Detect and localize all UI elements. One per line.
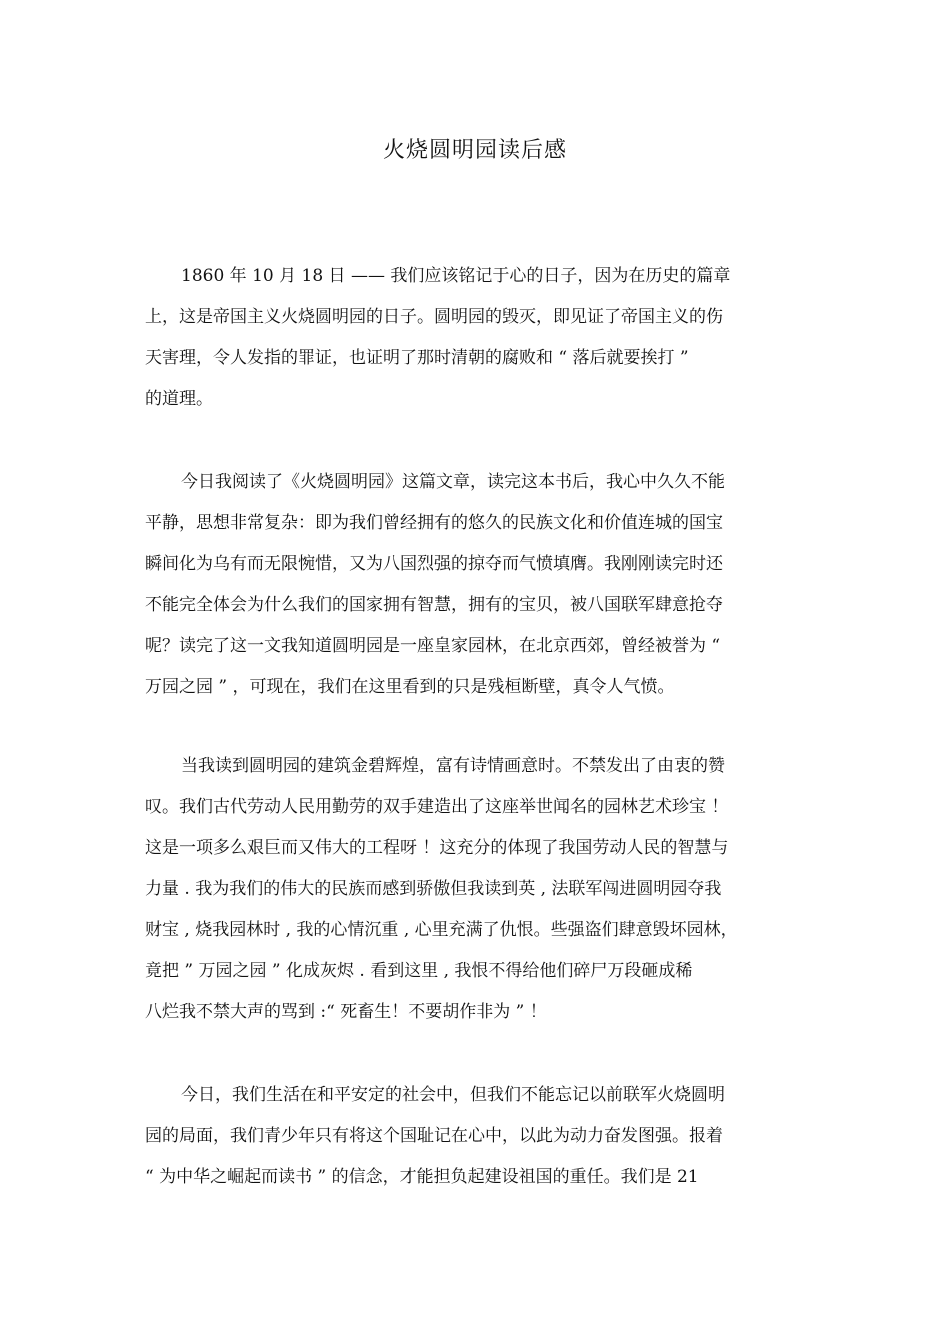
paragraph-1 bbox=[145, 256, 805, 420]
document-title: 火烧圆明园读后感 bbox=[382, 138, 567, 163]
paragraph-line: 天害理，令人发指的罪证，也证明了那时清朝的腐败和 “ 落后就要挨打 ” bbox=[145, 348, 689, 368]
paragraph-line: 今日我阅读了《火烧圆明园》这篇文章，读完这本书后，我心中久久不能 bbox=[181, 472, 725, 492]
paragraph-3 bbox=[145, 746, 805, 1033]
paragraph-line: 园的局面，我们青少年只有将这个国耻记在心中，以此为动力奋发图强。报着 bbox=[145, 1126, 723, 1146]
paragraph-line: 八烂我不禁大声的骂到 :“ 死畜生！不要胡作非为 ” ！ bbox=[145, 1002, 547, 1022]
paragraph-line: 瞬间化为乌有而无限惋惜，又为八国烈强的掠夺而气愤填膺。我刚刚读完时还 bbox=[145, 554, 723, 574]
paragraph-line: 的道理。 bbox=[145, 389, 213, 409]
paragraph-line: 叹。我们古代劳动人民用勤劳的双手建造出了这座举世闻名的园林艺术珍宝 ！ bbox=[145, 797, 729, 817]
paragraph-line: 竟把 ” 万园之园 ” 化成灰烬 . 看到这里 , 我恨不得给他们碎尸万段砸成稀 bbox=[145, 961, 693, 981]
paragraph-line: 1860 年 10 月 18 日 —— 我们应该铭记于心的日子，因为在历史的篇章 bbox=[181, 266, 731, 286]
paragraph-line: 平静，思想非常复杂：即为我们曾经拥有的悠久的民族文化和价值连城的国宝 bbox=[145, 513, 723, 533]
paragraph-line: 当我读到圆明园的建筑金碧辉煌，富有诗情画意时。不禁发出了由衷的赞 bbox=[181, 756, 725, 776]
paragraph-line: 万园之园 ” ，可现在，我们在这里看到的只是残桓断壁，真令人气愤。 bbox=[145, 677, 675, 697]
paragraph-line: 不能完全体会为什么我们的国家拥有智慧，拥有的宝贝，被八国联军肆意抢夺 bbox=[145, 595, 723, 615]
paragraph-line: 力量 . 我为我们的伟大的民族而感到骄傲但我读到英 , 法联军闯进圆明园夺我 bbox=[145, 879, 722, 899]
paragraph-line: 呢？读完了这一文我知道圆明园是一座皇家园林，在北京西郊，曾经被誉为 “ bbox=[145, 636, 721, 656]
paragraph-line: “ 为中华之崛起而读书 ” 的信念，才能担负起建设祖国的重任。我们是 21 bbox=[145, 1167, 699, 1187]
paragraph-2 bbox=[145, 462, 805, 708]
paragraph-line: 上，这是帝国主义火烧圆明园的日子。圆明园的毁灭，即见证了帝国主义的伤 bbox=[145, 307, 723, 327]
paragraph-line: 今日，我们生活在和平安定的社会中，但我们不能忘记以前联军火烧圆明 bbox=[181, 1085, 725, 1105]
paragraph-line: 财宝 , 烧我园林时 , 我的心情沉重 , 心里充满了仇恨。些强盗们肆意毁坏园林， bbox=[145, 920, 738, 940]
paragraph-line: 这是一项多么艰巨而又伟大的工程呀 ！这充分的体现了我国劳动人民的智慧与 bbox=[145, 838, 729, 858]
paragraph-4 bbox=[145, 1075, 805, 1198]
